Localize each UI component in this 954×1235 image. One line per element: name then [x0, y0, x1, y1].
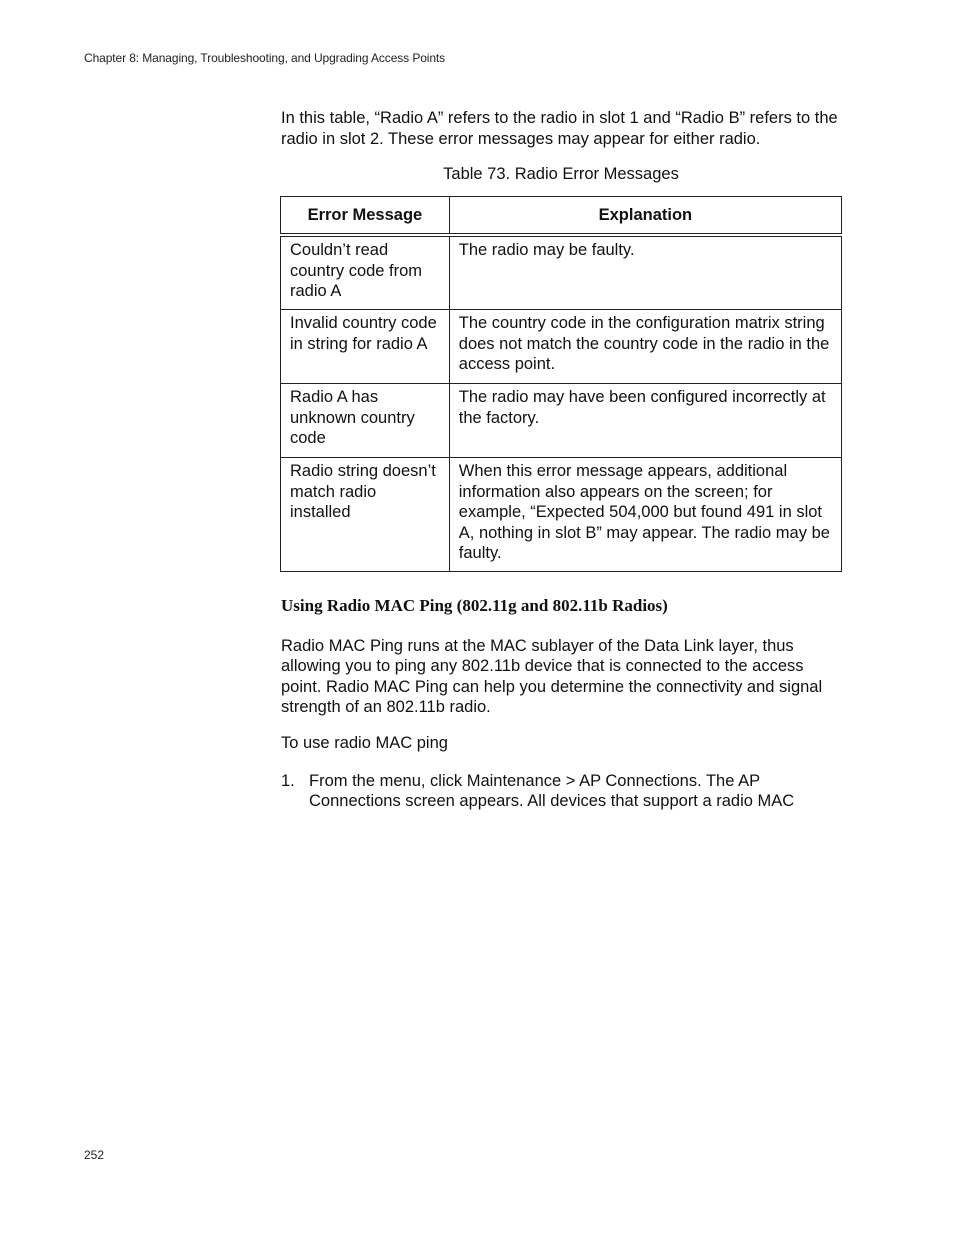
table-row	[281, 310, 842, 384]
step-number: 1.	[281, 772, 295, 790]
step-text: From the menu, click Maintenance > AP Connections. The AP Connections screen appears. All devices that support a radio MAC	[309, 772, 795, 811]
table-caption: Table 73. Radio Error Messages	[443, 165, 679, 183]
table-header-row	[281, 197, 842, 236]
error-message-cell: Radio string doesn’t match radio installed	[281, 458, 450, 572]
body-paragraph: Radio MAC Ping runs at the MAC sublayer of the Data Link layer, thus allowing you to ping any 802.11b device that is connected to the access point. Radio MAC Ping can help you determine the connectivity and signal strength of an 802.11b radio.	[281, 637, 823, 717]
page-number: 252	[84, 1148, 105, 1162]
table-row	[281, 235, 842, 310]
procedure-intro: To use radio MAC ping	[281, 734, 448, 752]
column-header-explanation: Explanation	[449, 197, 841, 236]
intro-paragraph: In this table, “Radio A” refers to the radio in slot 1 and “Radio B” refers to the radio in slot 2. These error messages may appear for either radio.	[281, 109, 838, 148]
error-message-cell: Couldn’t read country code from radio A	[281, 235, 450, 310]
running-header: Chapter 8: Managing, Troubleshooting, and Upgrading Access Points	[84, 51, 446, 65]
explanation-cell: When this error message appears, additional information also appears on the screen; for example, “Expected 504,000 but found 491 in slot A, nothing in slot B” may appear. The radio may be faulty.	[449, 458, 841, 572]
error-message-cell: Radio A has unknown country code	[281, 384, 450, 458]
section-heading: Using Radio MAC Ping (802.11g and 802.11b Radios)	[281, 596, 668, 615]
explanation-cell: The country code in the configuration matrix string does not match the country code in the radio in the access point.	[449, 310, 841, 384]
explanation-cell: The radio may be faulty.	[449, 235, 841, 310]
table-row	[281, 458, 842, 572]
column-header-error-message: Error Message	[281, 197, 450, 236]
radio-error-table	[280, 196, 842, 572]
error-message-cell: Invalid country code in string for radio A	[281, 310, 450, 384]
table-row	[281, 384, 842, 458]
explanation-cell: The radio may have been configured incorrectly at the factory.	[449, 384, 841, 458]
